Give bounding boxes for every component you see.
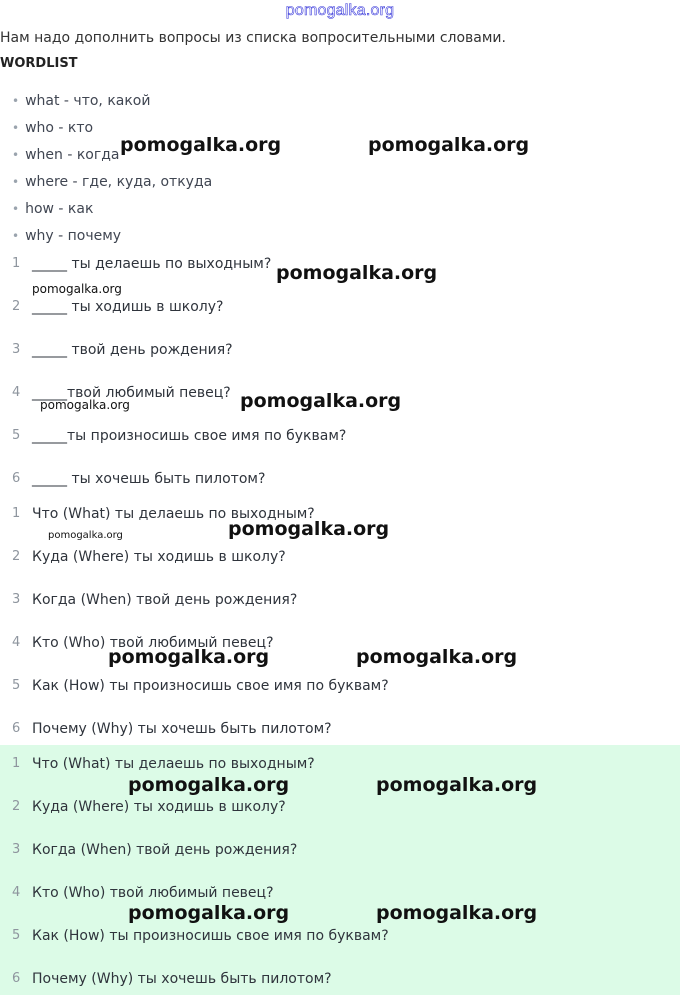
- answer-row: [0, 545, 680, 569]
- highlight-answer-row: [0, 838, 680, 862]
- watermark: pomogalka.org: [228, 518, 390, 540]
- answer-number: 6: [12, 971, 21, 986]
- highlighted-answers-box: [0, 745, 680, 995]
- exercise-number: 3: [12, 342, 21, 357]
- answer-text: Как (How) ты произносишь свое имя по буквам?: [32, 928, 389, 944]
- exercise-number: 2: [12, 299, 21, 314]
- exercise-text: _____ты произносишь свое имя по буквам?: [32, 428, 347, 444]
- answer-number: 1: [12, 506, 21, 521]
- answer-text: Что (What) ты делаешь по выходным?: [32, 756, 315, 772]
- answer-number: 4: [12, 885, 21, 900]
- answer-text: Кто (Who) твой любимый певец?: [32, 885, 274, 901]
- watermark: pomogalka.org: [276, 262, 438, 284]
- wordlist-title: WORDLIST: [0, 56, 78, 71]
- watermark: pomogalka.org: [376, 774, 538, 796]
- exercise-number: 6: [12, 471, 21, 486]
- exercise-number: 5: [12, 428, 21, 443]
- answer-number: 5: [12, 678, 21, 693]
- answer-number: 3: [12, 592, 21, 607]
- highlight-answer-row: [0, 795, 680, 819]
- watermark: pomogalka.org: [32, 282, 122, 296]
- exercise-text: _____твой любимый певец?: [32, 385, 231, 401]
- exercise-text: _____ ты ходишь в школу?: [32, 299, 224, 315]
- highlight-answer-row: [0, 881, 680, 905]
- answer-text: Куда (Where) ты ходишь в школу?: [32, 549, 286, 565]
- answer-number: 2: [12, 799, 21, 814]
- exercise-text: _____ твой день рождения?: [32, 342, 233, 358]
- wordlist: [12, 90, 212, 252]
- watermark: pomogalka.org: [48, 530, 123, 541]
- answer-number: 2: [12, 549, 21, 564]
- watermark: pomogalka.org: [128, 902, 290, 924]
- watermark: pomogalka.org: [240, 390, 402, 412]
- exercise-number: 1: [12, 256, 21, 271]
- watermark: pomogalka.org: [376, 902, 538, 924]
- answer-text: Кто (Who) твой любимый певец?: [32, 635, 274, 651]
- site-header-logo[interactable]: pomogalka.org: [285, 2, 395, 19]
- watermark: pomogalka.org: [108, 646, 270, 668]
- wordlist-item: • where - где, куда, откуда: [12, 171, 212, 198]
- exercise-text: _____ ты хочешь быть пилотом?: [32, 471, 266, 487]
- highlight-answer-row: [0, 967, 680, 991]
- exercise-row: [0, 338, 680, 362]
- answer-text: Что (What) ты делаешь по выходным?: [32, 506, 315, 522]
- highlight-answer-row: [0, 924, 680, 948]
- answer-row: [0, 631, 680, 655]
- wordlist-item: • who - кто: [12, 117, 212, 144]
- exercise-number: 4: [12, 385, 21, 400]
- answer-text: Почему (Why) ты хочешь быть пилотом?: [32, 721, 332, 737]
- watermark: pomogalka.org: [356, 646, 518, 668]
- wordlist-item: • what - что, какой: [12, 90, 212, 117]
- watermark: pomogalka.org: [120, 134, 282, 156]
- watermark: pomogalka.org: [40, 398, 130, 412]
- answer-text: Почему (Why) ты хочешь быть пилотом?: [32, 971, 332, 987]
- answer-number: 4: [12, 635, 21, 650]
- watermark: pomogalka.org: [368, 134, 530, 156]
- highlight-answer-row: [0, 752, 680, 776]
- answer-row: [0, 674, 680, 698]
- wordlist-item: • how - как: [12, 198, 212, 225]
- answer-text: Куда (Where) ты ходишь в школу?: [32, 799, 286, 815]
- intro-text: Нам надо дополнить вопросы из списка вопросительными словами.: [0, 30, 506, 46]
- exercise-row: [0, 295, 680, 319]
- exercise-row: [0, 467, 680, 491]
- wordlist-item: • when - когда: [12, 144, 212, 171]
- answer-row: [0, 717, 680, 741]
- answer-text: Как (How) ты произносишь свое имя по буквам?: [32, 678, 389, 694]
- answer-number: 5: [12, 928, 21, 943]
- answer-number: 3: [12, 842, 21, 857]
- answer-text: Когда (When) твой день рождения?: [32, 842, 298, 858]
- answer-number: 1: [12, 756, 21, 771]
- exercise-row: [0, 424, 680, 448]
- watermark: pomogalka.org: [128, 774, 290, 796]
- answer-row: [0, 588, 680, 612]
- wordlist-item: • why - почему: [12, 225, 212, 252]
- answer-text: Когда (When) твой день рождения?: [32, 592, 298, 608]
- exercise-text: _____ ты делаешь по выходным?: [32, 256, 272, 272]
- answer-number: 6: [12, 721, 21, 736]
